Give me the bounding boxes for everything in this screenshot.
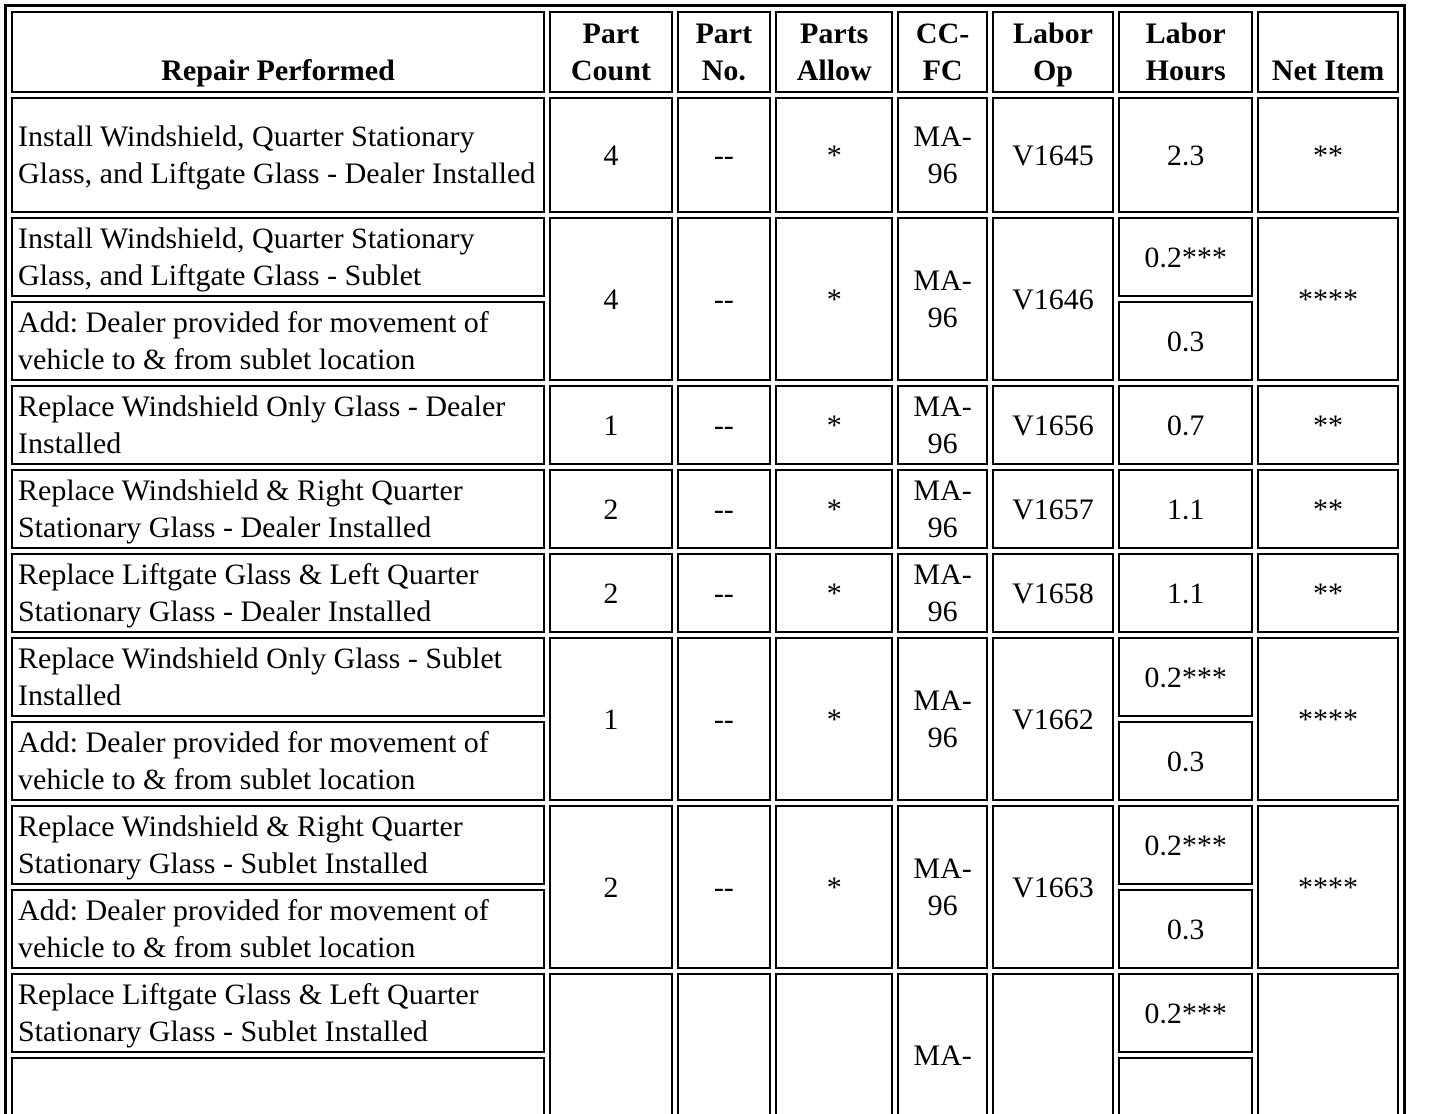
part-count-cell: 1	[549, 637, 673, 801]
repair-description: Install Windshield, Quarter Stationary Glass, and Liftgate Glass - Dealer Installed	[11, 97, 545, 213]
parts-allow-cell: *	[775, 385, 894, 465]
net-item-cell: **	[1257, 553, 1399, 633]
labor-operations-table	[4, 4, 1406, 1114]
add-description: Add: Dealer provided for movement of vehicle to & from sublet location	[11, 721, 545, 801]
header-repair-performed: Repair Performed	[11, 11, 545, 93]
part-count-cell: 1	[549, 385, 673, 465]
add-description: Add: Dealer provided for movement of vehicle to & from sublet location	[11, 301, 545, 381]
cc-fc-cell: MA-96	[897, 637, 987, 801]
part-count-cell: 2	[549, 469, 673, 549]
labor-op-cell: V1657	[992, 469, 1115, 549]
net-item-cell: **	[1257, 97, 1399, 213]
part-count-cell: 2	[549, 553, 673, 633]
part-no-cell: --	[677, 217, 771, 381]
header-labor-op: Labor Op	[992, 11, 1115, 93]
add-labor-hours-cell: 0.3	[1118, 721, 1253, 801]
cc-fc-cell: MA-96	[897, 97, 987, 213]
part-no-cell: --	[677, 469, 771, 549]
add-labor-hours-cell: 0.3	[1118, 301, 1253, 381]
header-row	[11, 11, 1399, 93]
parts-allow-cell: *	[775, 97, 894, 213]
labor-hours-cell: 0.2***	[1118, 217, 1253, 297]
table-row	[11, 217, 1399, 297]
table-row	[11, 805, 1399, 885]
net-item-cell: ****	[1257, 805, 1399, 969]
labor-op-cell: V1663	[992, 805, 1115, 969]
parts-allow-cell: *	[775, 469, 894, 549]
header-part-count: Part Count	[549, 11, 673, 93]
parts-allow-cell: *	[775, 217, 894, 381]
part-no-cell: --	[677, 553, 771, 633]
labor-op-cell: V1662	[992, 637, 1115, 801]
cc-fc-cell: MA-96	[897, 385, 987, 465]
cc-fc-cell: MA-96	[897, 553, 987, 633]
repair-description: Replace Windshield & Right Quarter Stationary Glass - Dealer Installed	[11, 469, 545, 549]
cc-fc-cell: MA-96	[897, 805, 987, 969]
cc-fc-cell: MA-96	[897, 217, 987, 381]
net-item-cell	[1257, 973, 1399, 1114]
add-labor-hours-cell: 0.3	[1118, 889, 1253, 969]
net-item-cell: **	[1257, 469, 1399, 549]
net-item-cell: ****	[1257, 217, 1399, 381]
header-cc-fc: CC- FC	[897, 11, 987, 93]
part-no-cell: --	[677, 805, 771, 969]
labor-hours-cell: 0.7	[1118, 385, 1253, 465]
add-labor-hours-cell	[1118, 1057, 1253, 1114]
repair-description: Replace Windshield Only Glass - Dealer Installed	[11, 385, 545, 465]
part-count-cell: 4	[549, 217, 673, 381]
table-row	[11, 97, 1399, 213]
header-part-no: Part No.	[677, 11, 771, 93]
part-no-cell: --	[677, 637, 771, 801]
net-item-cell: **	[1257, 385, 1399, 465]
labor-hours-cell: 0.2***	[1118, 805, 1253, 885]
labor-hours-cell: 1.1	[1118, 469, 1253, 549]
repair-description: Replace Windshield Only Glass - Sublet Installed	[11, 637, 545, 717]
labor-op-cell: V1646	[992, 217, 1115, 381]
add-description: Add: Dealer provided for movement of vehicle to & from sublet location	[11, 889, 545, 969]
labor-op-cell	[992, 973, 1115, 1114]
repair-description: Replace Liftgate Glass & Left Quarter Stationary Glass - Dealer Installed	[11, 553, 545, 633]
table-row	[11, 553, 1399, 633]
parts-allow-cell: *	[775, 553, 894, 633]
labor-hours-cell: 0.2***	[1118, 973, 1253, 1053]
cc-fc-cell: MA-96	[897, 469, 987, 549]
header-labor-hours: Labor Hours	[1118, 11, 1253, 93]
table-row	[11, 973, 1399, 1053]
labor-hours-cell: 1.1	[1118, 553, 1253, 633]
net-item-cell: ****	[1257, 637, 1399, 801]
part-no-cell: --	[677, 385, 771, 465]
repair-description: Replace Liftgate Glass & Left Quarter Stationary Glass - Sublet Installed	[11, 973, 545, 1053]
part-no-cell: --	[677, 97, 771, 213]
table-row	[11, 385, 1399, 465]
header-parts-allow: Parts Allow	[775, 11, 894, 93]
parts-allow-cell: *	[775, 805, 894, 969]
repair-description: Install Windshield, Quarter Stationary Glass, and Liftgate Glass - Sublet	[11, 217, 545, 297]
table-row	[11, 469, 1399, 549]
labor-op-cell: V1656	[992, 385, 1115, 465]
labor-op-cell: V1658	[992, 553, 1115, 633]
part-count-cell	[549, 973, 673, 1114]
part-no-cell	[677, 973, 771, 1114]
repair-description: Replace Windshield & Right Quarter Stationary Glass - Sublet Installed	[11, 805, 545, 885]
labor-hours-cell: 0.2***	[1118, 637, 1253, 717]
labor-hours-cell: 2.3	[1118, 97, 1253, 213]
parts-allow-cell	[775, 973, 894, 1114]
add-description	[11, 1057, 545, 1114]
labor-table-container	[4, 4, 1408, 1114]
part-count-cell: 4	[549, 97, 673, 213]
cc-fc-cell: MA-	[897, 973, 987, 1114]
parts-allow-cell: *	[775, 637, 894, 801]
labor-op-cell: V1645	[992, 97, 1115, 213]
part-count-cell: 2	[549, 805, 673, 969]
table-row	[11, 637, 1399, 717]
header-net-item: Net Item	[1257, 11, 1399, 93]
